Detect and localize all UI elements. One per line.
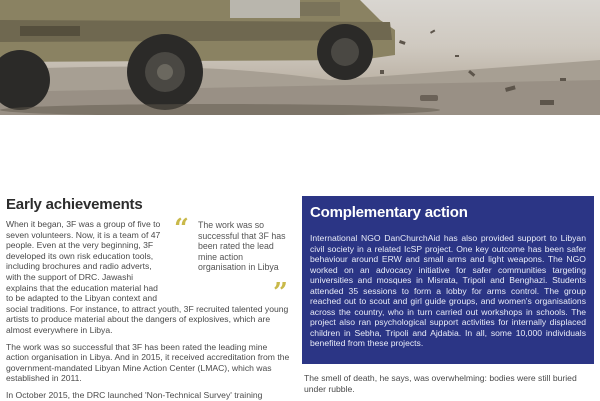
- para1-line: When it began, 3F was a group of five to: [6, 219, 161, 229]
- early-achievements-heading: Early achievements: [6, 196, 143, 213]
- pull-quote-text: The work was so successful that 3F has been rated the lead mine action organisation in Libya: [198, 220, 286, 273]
- para1-line: to be adapted to the Libyan context and: [6, 293, 157, 304]
- open-quote-icon: “: [174, 214, 189, 244]
- para1-rest: social traditions. For instance, to attract youth, 3F recruited talented young artists to produce material about the dangers of explosives, which are almost everywhere in Libya.: [6, 303, 289, 335]
- para1-line: developed its own risk education tools,: [6, 250, 154, 261]
- complementary-action-heading: Complementary action: [310, 204, 468, 221]
- para1-line: including brochures and radio adverts,: [6, 261, 152, 272]
- close-quote-icon: ”: [273, 278, 288, 308]
- para2: The work was so successful that 3F has been rated the leading mine action organisation in Libya. And in 2015, it received accreditation from the government-mandated Libyan Mine Action Center (LMAC), which was established in 2011.: [6, 341, 290, 384]
- header-photo: [0, 0, 600, 115]
- para3: In October 2015, the DRC launched 'Non-Technical Survey' training: [6, 389, 263, 400]
- para1-line: with the support of DRC. Jawashi: [6, 271, 134, 282]
- pull-quote: [174, 214, 290, 308]
- para1-line: explains that the education material had: [6, 282, 158, 293]
- para1-line: people. Even at the very beginning, 3F: [6, 240, 154, 251]
- complementary-action-body: International NGO DanChurchAid has also provided support to Libyan civil society in a related IcSP project. One key outcome has been safer behaviour around ERW and small arms and light weapons. The NGO worked on an advocacy initiative for safer communities targeting universities and mosques in Misrata, Tripoli and Benghazi. Students attended 35 sessions to form a lobby for arms control. The group reached out to scout and girl guide groups, and women's organisations across the country, who in turn carried out workshops in schools. The project also ran psychological support activities for internally displaced children in Sebha, Tripoli and Ajdabia. In all, some 10,000 individuals benefited from these projects.: [310, 233, 586, 348]
- right-column-text: [304, 373, 594, 394]
- para1-line: seven volunteers. Now, it is a team of 47: [6, 229, 161, 240]
- smell-of-death-paragraph: The smell of death, he says, was overwhelming: bodies were still buried under rubble.: [304, 373, 577, 394]
- vehicle-photo-icon: [0, 0, 600, 115]
- complementary-action-box: [302, 196, 594, 364]
